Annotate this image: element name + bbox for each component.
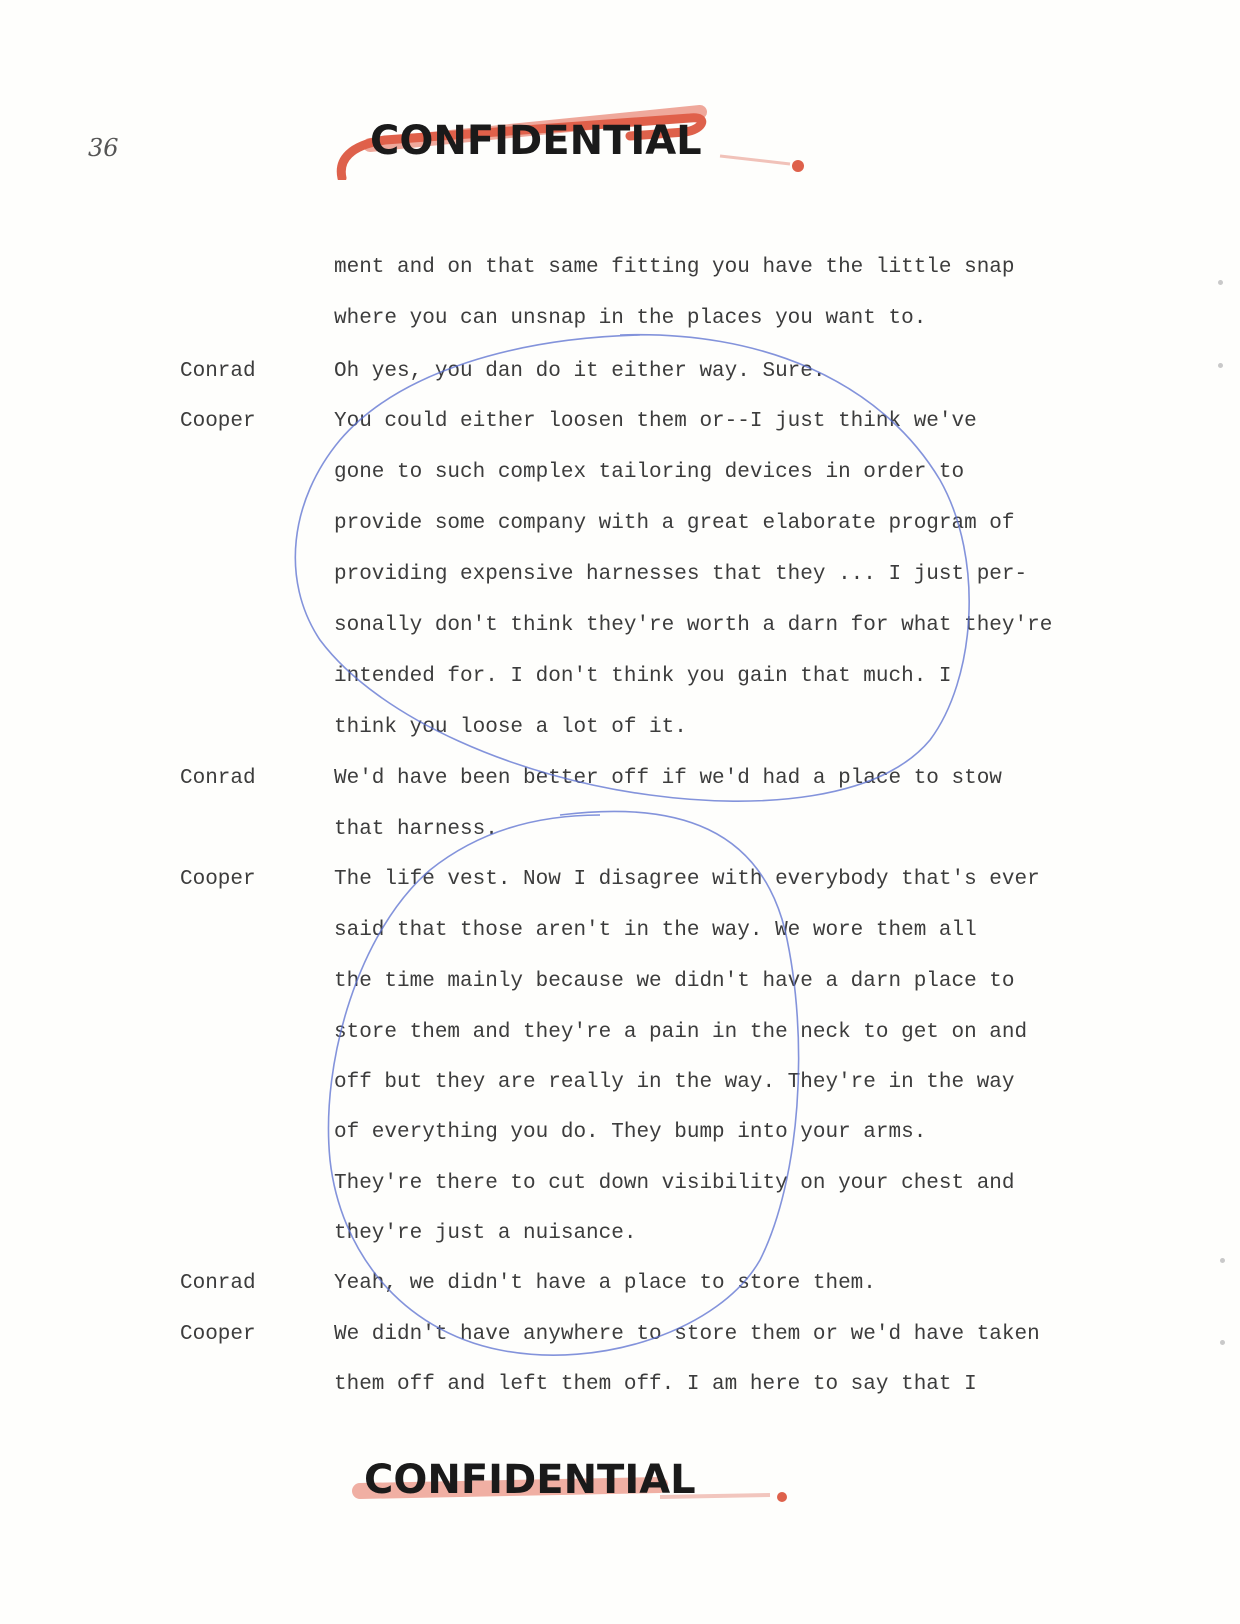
transcript-line: gone to such complex tailoring devices in order to [334, 461, 965, 484]
page-number: 36 [88, 134, 119, 162]
transcript-line: You could either loosen them or--I just think we've [334, 410, 977, 433]
transcript-line: of everything you do. They bump into your arms. [334, 1121, 927, 1144]
transcript-line: providing expensive harnesses that they ... I just per- [334, 563, 1028, 586]
transcript-line: said that those aren't in the way. We wore them all [334, 919, 977, 942]
transcript-line: provide some company with a great elaborate program of [334, 512, 1015, 535]
stamp-label-top: CONFIDENTIAL [370, 118, 702, 164]
margin-speck [1220, 1258, 1225, 1263]
transcript-line: they're just a nuisance. [334, 1222, 637, 1245]
transcript-line: We didn't have anywhere to store them or we'd have taken [334, 1323, 1040, 1346]
transcript-line: Yeah, we didn't have a place to store them. [334, 1272, 876, 1295]
speaker-label: Cooper [180, 410, 256, 433]
transcript-line: intended for. I don't think you gain that much. I [334, 665, 952, 688]
transcript-line: We'd have been better off if we'd had a place to stow [334, 767, 1002, 790]
margin-speck [1218, 363, 1223, 368]
transcript-line: think you loose a lot of it. [334, 716, 687, 739]
transcript-line: The life vest. Now I disagree with everybody that's ever [334, 868, 1040, 891]
transcript-line: where you can unsnap in the places you want to. [334, 307, 927, 330]
stamp-label-bottom: CONFIDENTIAL [364, 1457, 696, 1503]
speaker-label: Conrad [180, 360, 256, 383]
transcript-line: that harness. [334, 818, 498, 841]
transcript-line: off but they are really in the way. They're in the way [334, 1071, 1015, 1094]
margin-speck [1218, 280, 1223, 285]
speaker-label: Cooper [180, 1323, 256, 1346]
speaker-label: Conrad [180, 1272, 256, 1295]
transcript-line: the time mainly because we didn't have a darn place to [334, 970, 1015, 993]
speaker-label: Conrad [180, 767, 256, 790]
margin-speck [1220, 1340, 1225, 1345]
transcript-line: They're there to cut down visibility on your chest and [334, 1172, 1015, 1195]
transcript-line: ment and on that same fitting you have the little snap [334, 256, 1015, 279]
speaker-label: Cooper [180, 868, 256, 891]
transcript-line: store them and they're a pain in the neck to get on and [334, 1021, 1028, 1044]
transcript-line: them off and left them off. I am here to say that I [334, 1373, 977, 1396]
transcript-line: Oh yes, you dan do it either way. Sure. [334, 360, 826, 383]
transcript-line: sonally don't think they're worth a darn for what they're [334, 614, 1053, 637]
